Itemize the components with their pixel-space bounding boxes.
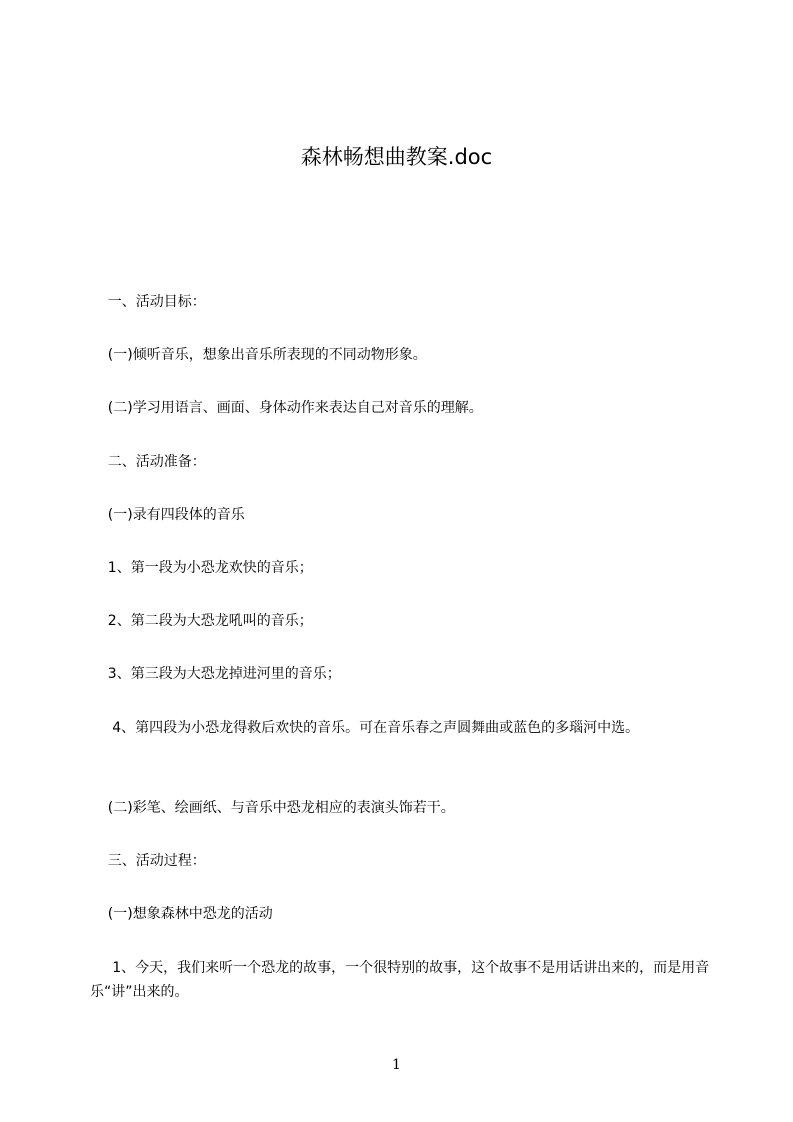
paragraph: 1、第一段为小恐龙欢快的音乐； [90,560,313,576]
paragraph: 3、第三段为大恐龙掉进河里的音乐； [90,666,341,682]
paragraph: (一)倾听音乐，想象出音乐所表现的不同动物形象。 [90,347,427,363]
page-number: 1 [392,1057,401,1073]
paragraph: 1、今天，我们来听一个恐龙的故事，一个很特别的故事，这个故事不是用话讲出来的，而是用音乐“讲”出来的。 [90,960,710,1000]
paragraph: 二、活动准备： [90,454,206,470]
paragraph: 4、第四段为小恐龙得救后欢快的音乐。可在音乐春之声圆舞曲或蓝色的多瑙河中选。 [90,720,640,736]
paragraph: (二)彩笔、绘画纸、与音乐中恐龙相应的表演头饰若干。 [90,800,455,816]
paragraph: (一)想象森林中恐龙的活动 [90,906,273,922]
document-title: 森林畅想曲教案.doc [300,145,493,169]
paragraph: (二)学习用语言、画面、身体动作来表达自己对音乐的理解。 [90,400,483,416]
paragraph: (一)录有四段体的音乐 [90,507,245,523]
paragraph: 三、活动过程： [90,853,206,869]
paragraph: 一、活动目标： [90,294,206,310]
paragraph: 2、第二段为大恐龙吼叫的音乐； [90,613,313,629]
